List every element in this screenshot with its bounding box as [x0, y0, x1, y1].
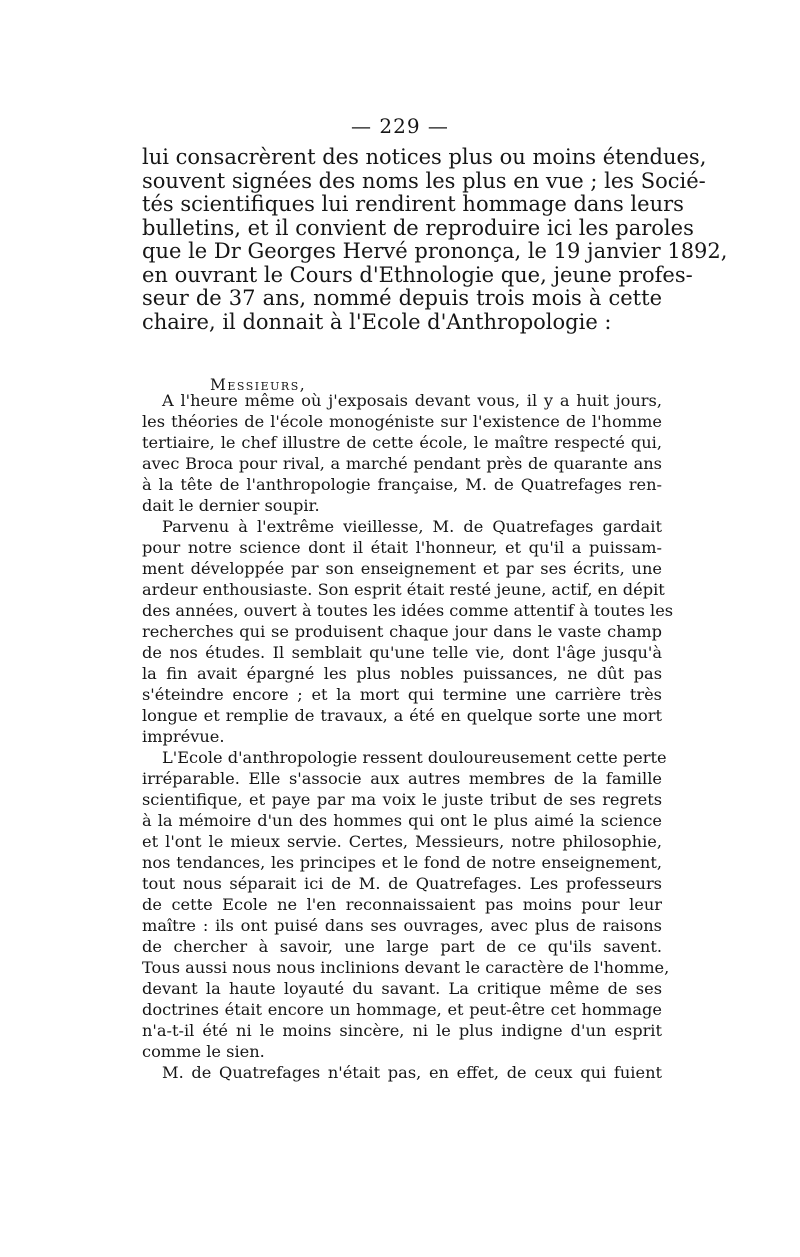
text-line: en ouvrant le Cours d'Ethnologie que, jeune profes- — [142, 262, 693, 287]
text-line: avec Broca pour rival, a marché pendant près de quarante ans — [142, 454, 662, 473]
text-line: que le Dr Georges Hervé prononça, le 19 janvier 1892, — [142, 239, 728, 263]
text-line: lui consacrèrent des notices plus ou moins étendues, — [142, 145, 707, 169]
text-line: à la mémoire d'un des hommes qui ont le plus aimé la science — [142, 811, 662, 830]
text-line: comme le sien. — [142, 1042, 265, 1061]
text-line: imprévue. — [142, 727, 225, 746]
text-line: souvent signées des noms les plus en vue ; les Socié- — [142, 168, 706, 193]
text-line: A l'heure même où j'exposais devant vous, il y a huit jours, — [162, 391, 662, 410]
speech-text — [142, 390, 674, 1083]
text-line: irréparable. Elle s'associe aux autres membres de la famille — [142, 769, 662, 788]
text-line: recherches qui se produisent chaque jour dans le vaste champ — [142, 622, 662, 641]
text-line: chaire, il donnait à l'Ecole d'Anthropologie : — [142, 309, 612, 334]
text-line: à la tête de l'anthropologie française, M. de Quatrefages ren- — [142, 475, 662, 494]
text-line: s'éteindre encore ; et la mort qui termine une carrière très — [142, 685, 662, 704]
text-line: tés scientifiques lui rendirent hommage dans leurs — [142, 192, 684, 216]
page-number: — 229 — — [351, 114, 449, 138]
text-line: seur de 37 ans, nommé depuis trois mois à cette — [142, 286, 662, 310]
text-line: longue et remplie de travaux, a été en quelque sorte une mort — [142, 706, 662, 725]
text-line: de nos études. Il semblait qu'une telle vie, dont l'âge jusqu'à — [142, 643, 662, 662]
text-line: des années, ouvert à toutes les idées comme attentif à toutes les — [142, 601, 674, 620]
text-line: la fin avait épargné les plus nobles puissances, ne dût pas — [142, 664, 662, 683]
text-line: Parvenu à l'extrême vieillesse, M. de Quatrefages gardait — [162, 517, 662, 536]
text-line: ment développée par son enseignement et par ses écrits, une — [142, 559, 662, 578]
text-line: n'a-t-il été ni le moins sincère, ni le plus indigne d'un esprit — [142, 1021, 662, 1040]
text-line: tout nous séparait ici de M. de Quatrefages. Les professeurs — [142, 874, 662, 893]
text-line: pour notre science dont il était l'honneur, et qu'il a puissam- — [142, 538, 662, 557]
text-line: M. de Quatrefages n'était pas, en effet, de ceux qui fuient — [162, 1063, 662, 1082]
text-line: tertiaire, le chef illustre de cette école, le maître respecté qui, — [142, 433, 662, 452]
text-line: devant la haute loyauté du savant. La critique même de ses — [142, 979, 662, 998]
text-line: scientifique, et paye par ma voix le juste tribut de ses regrets — [142, 790, 662, 809]
salutation: Messieurs, — [210, 376, 307, 394]
text-line: dait le dernier soupir. — [142, 496, 320, 515]
text-line: nos tendances, les principes et le fond de notre enseignement, — [142, 853, 662, 872]
text-line: et l'ont le mieux servie. Certes, Messieurs, notre philosophie, — [142, 832, 662, 851]
intro-paragraph — [142, 145, 728, 334]
text-line: de chercher à savoir, une large part de ce qu'ils savent. — [142, 937, 662, 956]
text-line: doctrines était encore un hommage, et peut-être cet hommage — [142, 1000, 662, 1019]
text-line: bulletins, et il convient de reproduire ici les paroles — [142, 215, 694, 240]
text-line: les théories de l'école monogéniste sur l'existence de l'homme — [142, 412, 662, 431]
text-line: maître : ils ont puisé dans ses ouvrages, avec plus de raisons — [142, 916, 662, 935]
text-line: ardeur enthousiaste. Son esprit était resté jeune, actif, en dépit — [142, 580, 665, 599]
text-line: de cette Ecole ne l'en reconnaissaient pas moins pour leur — [142, 895, 662, 914]
text-line: Tous aussi nous nous inclinions devant le caractère de l'homme, — [142, 958, 670, 977]
text-line: L'Ecole d'anthropologie ressent douloureusement cette perte — [162, 748, 667, 767]
